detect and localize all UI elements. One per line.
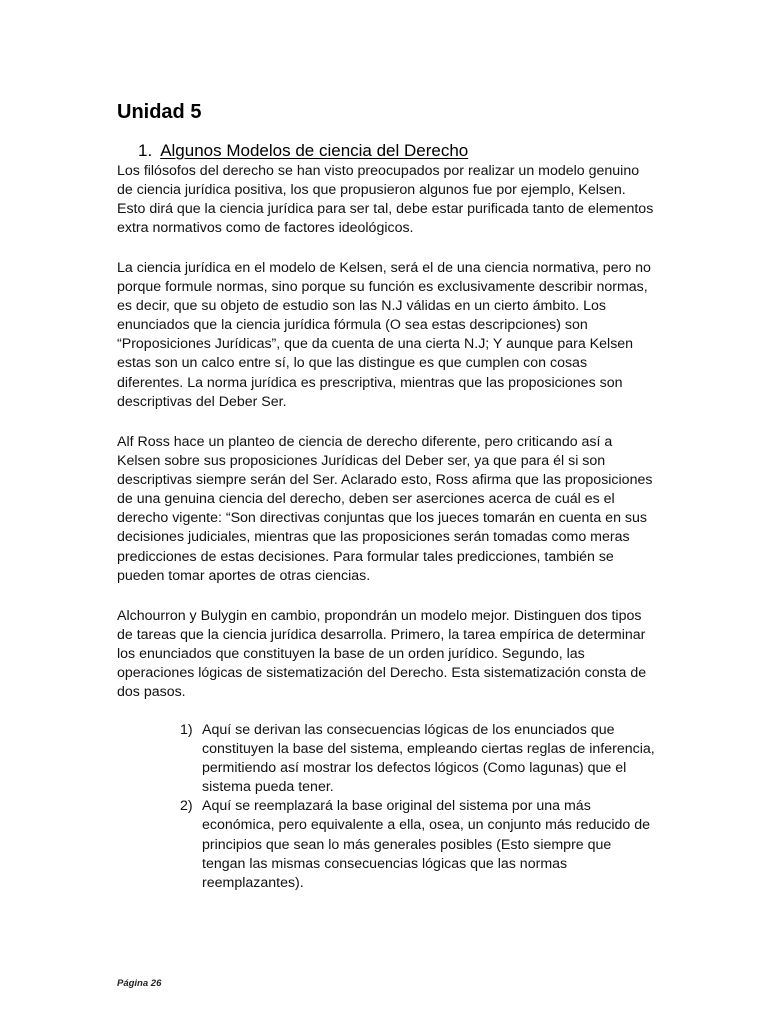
list-item-marker: 1) [180, 722, 193, 738]
unit-title: Unidad 5 [117, 101, 202, 123]
list-item-marker: 2) [180, 798, 193, 815]
section-title: Algunos Modelos de ciencia del Derecho [160, 141, 469, 160]
list-item-text: Aquí se derivan las consecuencias lógicas de los enunciados que constituyen la base del sistema, empleando ciertas reglas de inferencia, permitiendo así mostrar los defectos lógicos (Como lagunas) que el sistema pueda tener. [202, 722, 655, 796]
section-heading [138, 140, 468, 162]
systematization-steps-list [180, 721, 655, 893]
list-item [180, 721, 655, 797]
list-item [180, 797, 655, 892]
paragraph-kelsen-intro: Los filósofos del derecho se han visto preocupados por realizar un modelo genuino de ciencia jurídica positiva, los que propusieron algunos fue por ejemplo, Kelsen. Esto dirá que la ciencia jurídica para ser tal, debe estar purificada tanto de elementos extra normativos como de factores ideológicos. [117, 163, 654, 237]
page-number-footer: Página 26 [117, 978, 162, 989]
section-number: 1. [138, 141, 153, 160]
paragraph-alchourron-bulygin: Alchourron y Bulygin en cambio, propondrán un modelo mejor. Distinguen dos tipos de tareas que la ciencia jurídica desarrolla. Primero, la tarea empírica de determinar los enunciados que constituyen la base de un orden jurídico. Segundo, las operaciones lógicas de sistematización del Derecho. Esta sistematización consta de dos pasos. [117, 608, 647, 701]
paragraph-alf-ross: Alf Ross hace un planteo de ciencia de derecho diferente, pero criticando así a Kelsen sobre sus proposiciones Jurídicas del Deber ser, ya que para él si son descriptivas siempre serán del Ser. Aclarado esto, Ross afirma que las proposiciones de una genuina ciencia del derecho, deben ser aserciones acerca de cuál es el derecho vigente: “Son directivas conjuntas que los jueces tomarán en cuenta en sus decisiones judiciales, mientras que las proposiciones serán tomadas como meras predicciones de estas decisiones. Para formular tales predicciones, también se pueden tomar aportes de otras ciencias. [117, 434, 653, 584]
list-item-text: Aquí se reemplazará la base original del sistema por una más económica, pero equivalente a ella, osea, un conjunto más reducido de principios que sean lo más generales posibles (Esto siempre que tengan las mismas consecuencias lógicas que las normas reemplazantes). [202, 798, 650, 891]
paragraph-kelsen-model: La ciencia jurídica en el modelo de Kelsen, será el de una ciencia normativa, pero no porque formule normas, sino porque su función es exclusivamente describir normas, es decir, que su objeto de estudio son las N.J válidas en un cierto ámbito. Los enunciados que la ciencia jurídica fórmula (O sea estas descripciones) son “Proposiciones Jurídicas”, que da cuenta de una cierta N.J; Y aunque para Kelsen estas son un calco entre sí, lo que las distingue es que cumplen con cosas diferentes. La norma jurídica es prescriptiva, mientras que las proposiciones son descriptivas del Deber Ser. [117, 260, 651, 410]
